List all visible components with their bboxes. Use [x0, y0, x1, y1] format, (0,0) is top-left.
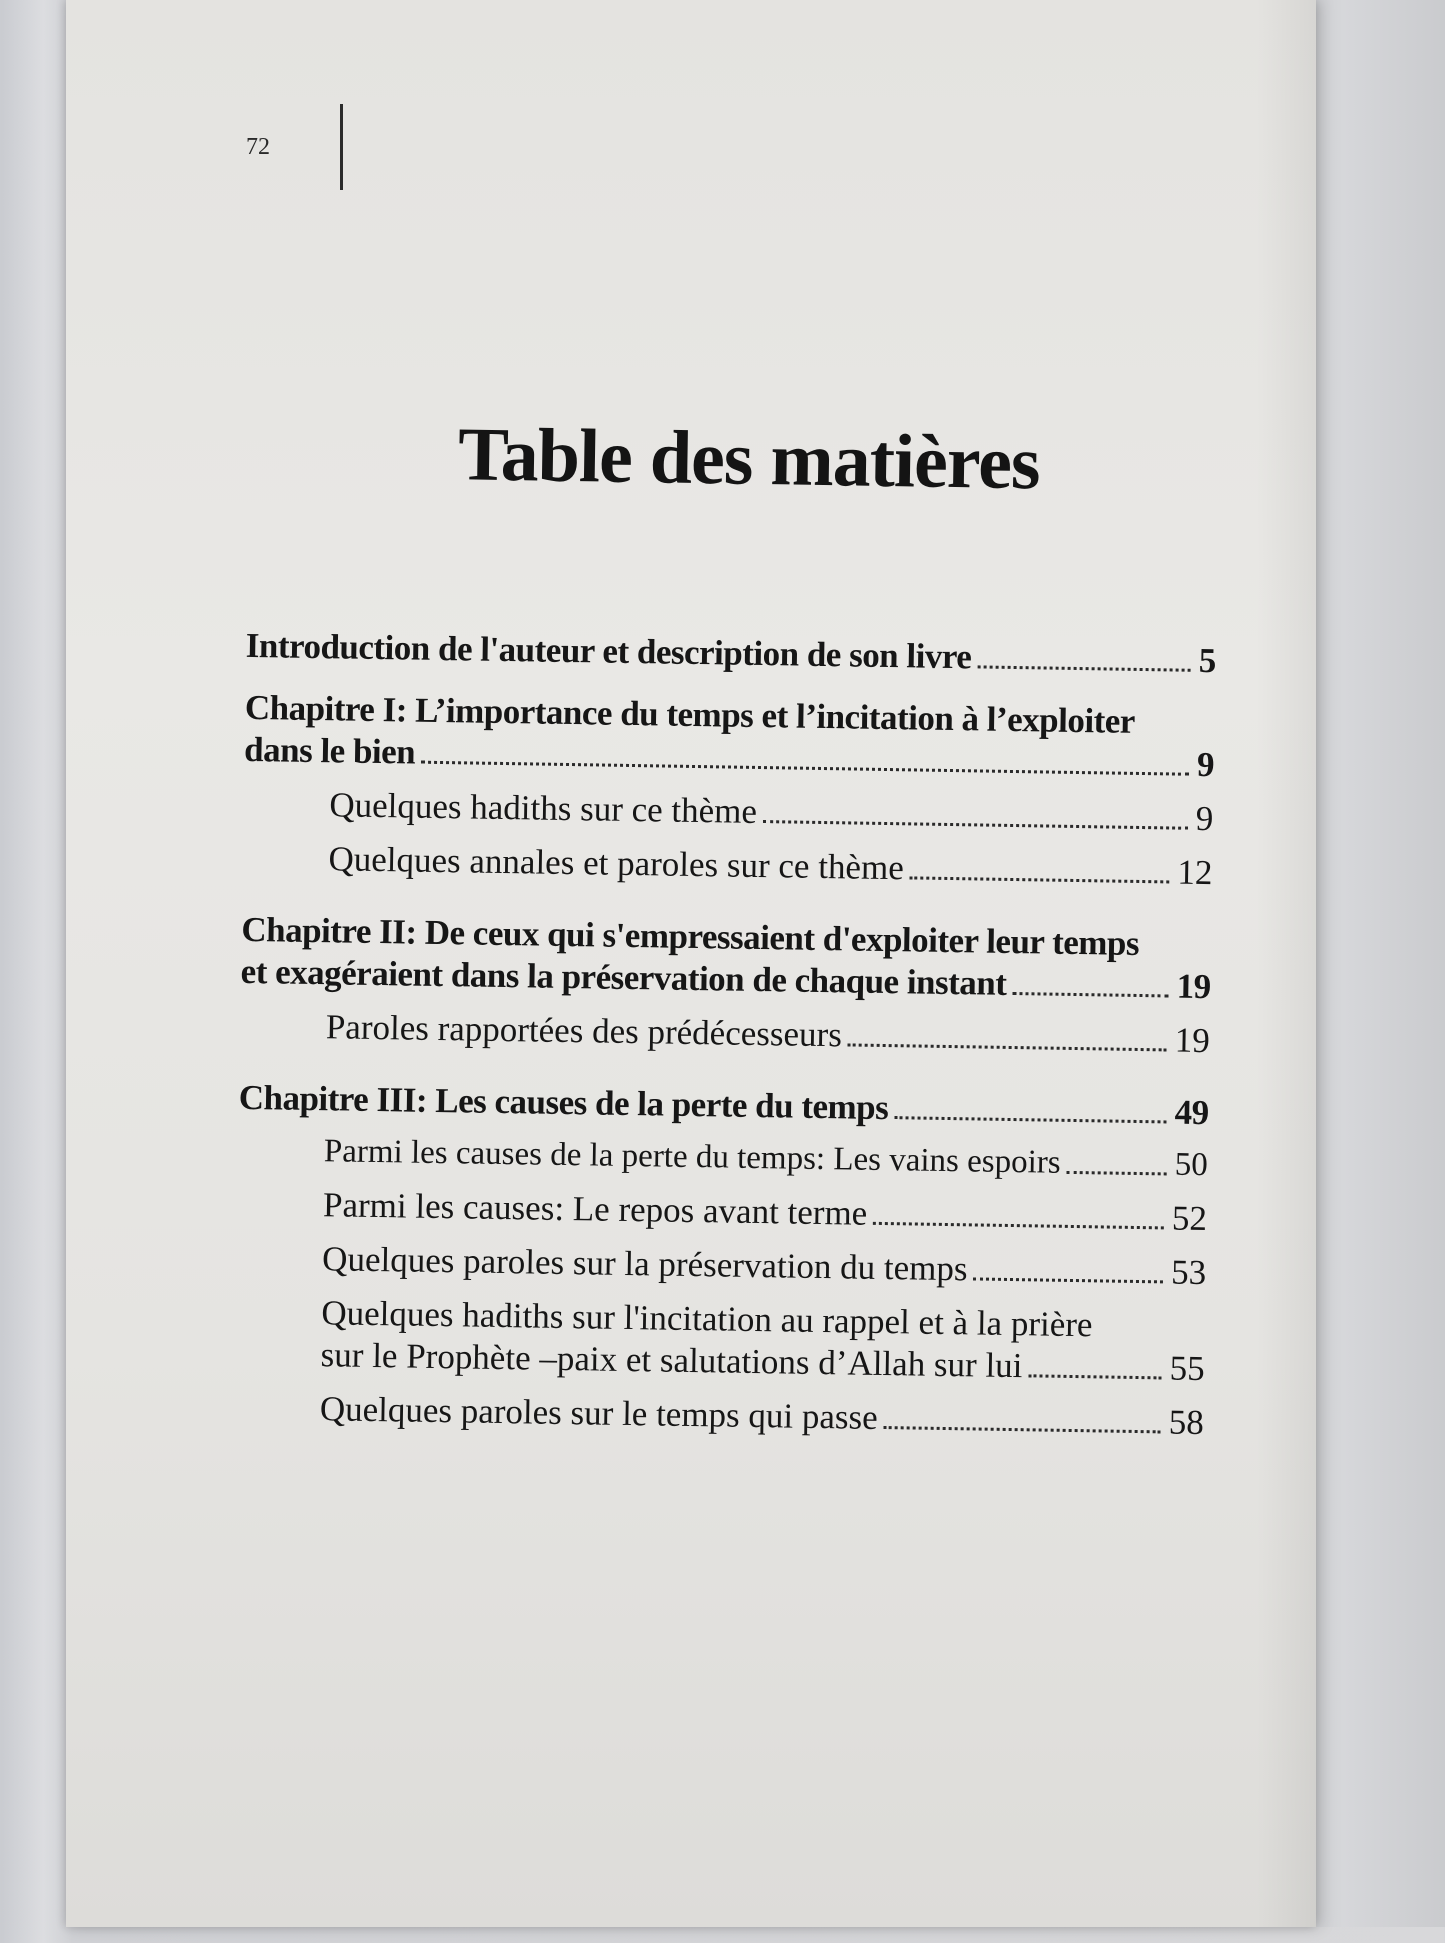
toc-entry-chapter-3 [238, 1077, 1209, 1134]
toc-entry-label-cont: dans le bien [243, 729, 416, 772]
toc-title: Table des matières [457, 412, 1041, 506]
toc-entry-chapter-2 [240, 909, 1211, 1008]
toc-entry-label: Paroles rapportées des prédécesseurs [325, 1007, 843, 1055]
page-edge-shadow [1256, 0, 1316, 1927]
toc-entry-label: Introduction de l'auteur et description de son livre [245, 625, 972, 677]
dot-leader [1066, 1170, 1166, 1175]
toc-entry-section [236, 1236, 1207, 1293]
toc-entry-section [237, 1182, 1208, 1239]
dot-leader [910, 876, 1170, 883]
dot-leader [1012, 992, 1168, 997]
dot-leader [884, 1426, 1161, 1433]
dot-leader [421, 761, 1189, 776]
toc-entry-page: 53 [1170, 1252, 1207, 1292]
toc-entry-label: Quelques hadiths sur ce thème [329, 785, 758, 831]
toc-entry-section [238, 1131, 1209, 1186]
dot-leader [977, 665, 1190, 671]
toc-entry-label: Quelques paroles sur le temps qui passe [319, 1388, 879, 1437]
toc-entry-page: 9 [1195, 798, 1214, 839]
toc-entry-chapter-1 [244, 687, 1215, 786]
toc-entry-section [240, 1005, 1211, 1062]
toc-entry-label-cont: et exagéraient dans la préservation de chaque instant [240, 951, 1007, 1003]
toc-entry-label: Parmi les causes de la perte du temps: Les vains espoirs [323, 1133, 1061, 1181]
toc-entry-page: 9 [1196, 744, 1215, 785]
dot-leader [894, 1116, 1166, 1123]
toc-entry-page: 12 [1177, 852, 1213, 893]
toc-entry-introduction [246, 625, 1217, 682]
toc-entry-label: Quelques paroles sur la préservation du temps [321, 1238, 968, 1288]
toc-entry-label: Quelques annales et paroles sur ce thème [328, 839, 905, 888]
toc-entry-section [243, 783, 1214, 840]
toc-entry-label: Chapitre III: Les causes de la perte du temps [238, 1077, 889, 1128]
book-page [66, 0, 1316, 1927]
page-number: 72 [246, 134, 270, 160]
dot-leader [848, 1043, 1167, 1051]
toc-content [226, 0, 1266, 1943]
toc-entry-page: 19 [1174, 1020, 1211, 1061]
toc-entry-label: Chapitre II: De ceux qui s'empressaient d'exploiter leur temps [241, 909, 1140, 963]
dot-leader [973, 1277, 1163, 1283]
toc-entry-page: 52 [1171, 1198, 1208, 1238]
dot-leader [873, 1221, 1164, 1229]
toc-entry-page: 50 [1174, 1146, 1209, 1184]
toc-entry-page: 49 [1174, 1092, 1209, 1133]
toc-list [234, 625, 1217, 1444]
toc-entry-page: 55 [1169, 1348, 1205, 1388]
dot-leader [1028, 1374, 1161, 1379]
toc-entry-page: 58 [1168, 1402, 1205, 1442]
dot-leader [763, 820, 1188, 830]
toc-entry-section [234, 1386, 1205, 1443]
toc-entry-section [242, 837, 1213, 894]
toc-entry-label: Parmi les causes: Le repos avant terme [322, 1184, 868, 1233]
toc-entry-label-cont: sur le Prophète –paix et salutations d’Allah sur lui [320, 1334, 1023, 1385]
toc-entry-label: Quelques hadiths sur l'incitation au rappel et à la prière [321, 1292, 1093, 1344]
toc-entry-page: 19 [1176, 966, 1211, 1007]
toc-entry-label: Chapitre I: L’importance du temps et l’incitation à l’exploiter [244, 687, 1136, 741]
toc-entry-section-multiline [234, 1290, 1205, 1389]
toc-entry-page: 5 [1198, 640, 1217, 681]
